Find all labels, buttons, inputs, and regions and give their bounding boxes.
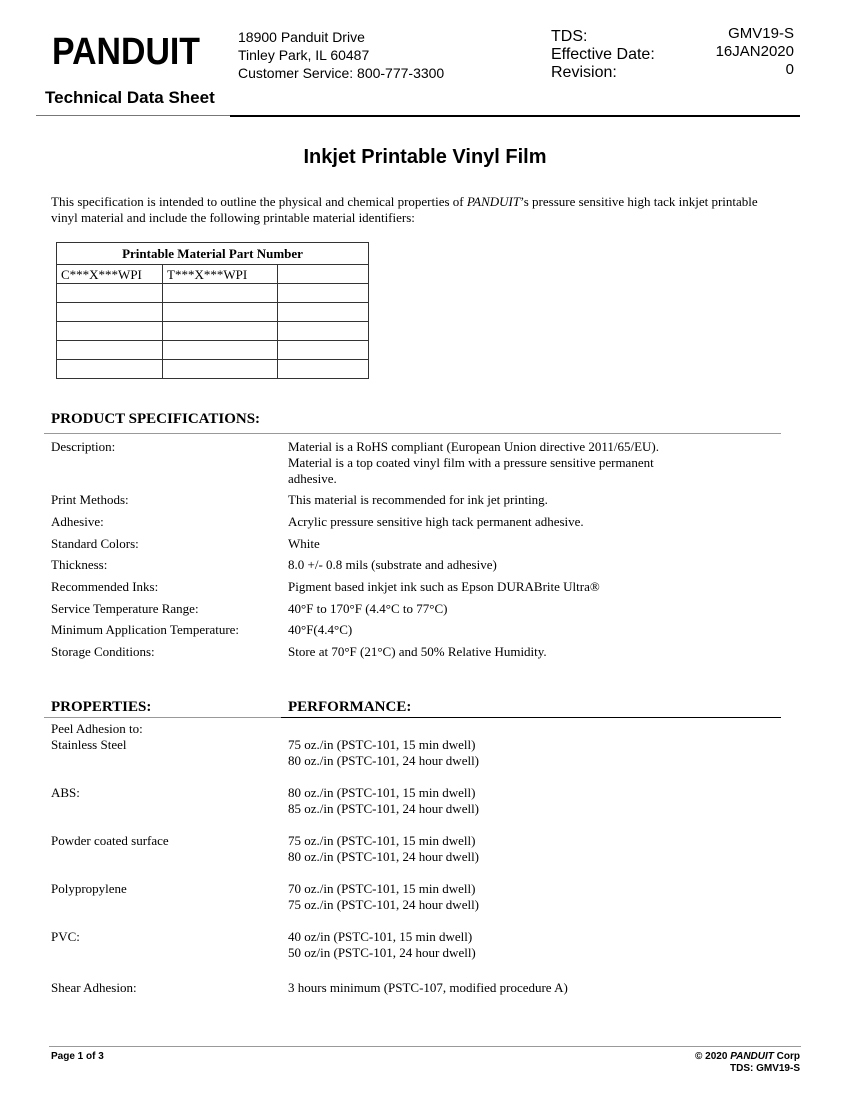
table-cell — [57, 303, 163, 322]
property-value — [288, 929, 708, 961]
copyright-brand: PANDUIT — [730, 1051, 774, 1062]
table-cell — [163, 360, 278, 379]
spec-label: Storage Conditions: — [51, 644, 155, 659]
revision-number: 0 — [785, 61, 794, 78]
table-cell: C***X***WPI — [57, 265, 163, 284]
table-row — [57, 360, 369, 379]
table-cell: T***X***WPI — [163, 265, 278, 284]
header-divider — [36, 115, 230, 116]
spec-label: Recommended Inks: — [51, 579, 159, 594]
table-row — [57, 303, 369, 322]
tds-label: TDS: — [551, 28, 588, 45]
panduit-logo — [50, 30, 202, 70]
table-header: Printable Material Part Number — [57, 243, 369, 265]
property-value-line: 40 oz/in (PSTC-101, 15 min dwell) — [288, 929, 473, 944]
table-row — [57, 265, 369, 284]
spec-value: Pigment based inkjet ink such as Epson DURABrite Ultra® — [288, 579, 600, 594]
document-title: Inkjet Printable Vinyl Film — [303, 146, 547, 168]
property-value-line: 75 oz./in (PSTC-101, 15 min dwell) — [288, 833, 476, 848]
effective-date: 16JAN2020 — [715, 43, 794, 60]
tds-number: GMV19-S — [728, 25, 794, 42]
table-row — [57, 284, 369, 303]
effective-date-label: Effective Date: — [551, 46, 655, 63]
property-value-line: 50 oz/in (PSTC-101, 24 hour dwell) — [288, 945, 476, 960]
product-specs-heading: PRODUCT SPECIFICATIONS: — [51, 411, 261, 427]
property-label: ABS: — [51, 785, 80, 800]
property-value — [288, 785, 708, 817]
property-label: Stainless Steel — [51, 737, 127, 752]
spec-label: Minimum Application Temperature: — [51, 622, 240, 637]
property-value — [288, 881, 708, 913]
property-value-line: 80 oz./in (PSTC-101, 24 hour dwell) — [288, 849, 480, 864]
svg-text:PANDUIT: PANDUIT — [52, 31, 200, 70]
copyright — [600, 1051, 800, 1063]
table-cell — [57, 341, 163, 360]
spec-label: Adhesive: — [51, 514, 104, 529]
property-value-line: 70 oz./in (PSTC-101, 15 min dwell) — [288, 881, 476, 896]
address-line: Tinley Park, IL 60487 — [238, 47, 370, 63]
property-value-line: 80 oz./in (PSTC-101, 24 hour dwell) — [288, 753, 480, 768]
table-row — [57, 322, 369, 341]
spec-value-line: adhesive. — [288, 471, 337, 486]
spec-value: Acrylic pressure sensitive high tack permanent adhesive. — [288, 514, 584, 529]
table-cell — [278, 341, 369, 360]
table-cell — [278, 284, 369, 303]
table-cell — [57, 322, 163, 341]
footer-divider — [49, 1046, 801, 1047]
footer-info — [600, 1051, 800, 1075]
table-cell — [57, 284, 163, 303]
spec-value — [288, 439, 708, 487]
table-cell — [163, 284, 278, 303]
property-value — [288, 737, 708, 769]
spec-label: Thickness: — [51, 557, 108, 572]
property-value-line: 80 oz./in (PSTC-101, 15 min dwell) — [288, 785, 476, 800]
spec-value-line: Material is a top coated vinyl film with a pressure sensitive permanent — [288, 455, 654, 470]
table-cell — [57, 360, 163, 379]
doc-type-heading: Technical Data Sheet — [45, 88, 215, 107]
spec-label: Peel Adhesion to: — [51, 721, 143, 736]
property-value-line: 75 oz./in (PSTC-101, 15 min dwell) — [288, 737, 476, 752]
spec-label: Standard Colors: — [51, 536, 139, 551]
copyright-suffix: Corp — [773, 1051, 800, 1062]
property-value — [288, 833, 708, 865]
spec-label: Description: — [51, 439, 116, 454]
table-cell — [278, 265, 369, 284]
table-cell — [163, 303, 278, 322]
revision-label: Revision: — [551, 64, 617, 81]
section-divider — [44, 717, 281, 718]
intro-text: ’s pressure sensitive high tack inkjet printable vinyl material and include the following printable material identifiers: — [51, 194, 758, 225]
address-line: Customer Service: 800-777-3300 — [238, 65, 445, 81]
performance-heading: PERFORMANCE: — [288, 699, 412, 715]
spec-value: This material is recommended for ink jet printing. — [288, 492, 548, 507]
table-cell — [278, 360, 369, 379]
spec-label: Service Temperature Range: — [51, 601, 199, 616]
table-cell — [278, 303, 369, 322]
page-number: Page 1 of 3 — [51, 1051, 104, 1062]
section-divider — [281, 717, 781, 718]
property-label: Polypropylene — [51, 881, 127, 896]
property-label: Powder coated surface — [51, 833, 169, 848]
copyright-prefix: © 2020 — [695, 1051, 731, 1062]
spec-value-line: Material is a RoHS compliant (European Union directive 2011/65/EU). — [288, 439, 660, 454]
part-number-table — [56, 242, 369, 379]
property-label: Shear Adhesion: — [51, 980, 137, 995]
spec-label: Print Methods: — [51, 492, 129, 507]
spec-value: 40°F to 170°F (4.4°C to 77°C) — [288, 601, 448, 616]
spec-value: 8.0 +/- 0.8 mils (substrate and adhesive) — [288, 557, 497, 572]
company-address — [238, 28, 444, 82]
intro-brand: PANDUIT — [466, 194, 521, 209]
properties-heading: PROPERTIES: — [51, 699, 152, 715]
spec-value: White — [288, 536, 320, 551]
spec-value: Store at 70°F (21°C) and 50% Relative Humidity. — [288, 644, 547, 659]
section-divider — [44, 433, 781, 434]
property-value-line: 75 oz./in (PSTC-101, 24 hour dwell) — [288, 897, 480, 912]
table-row — [57, 341, 369, 360]
intro-text: This specification is intended to outline the physical and chemical properties of — [51, 194, 467, 209]
tds-values — [690, 25, 794, 79]
spec-value: 40°F(4.4°C) — [288, 622, 353, 637]
property-value-line: 85 oz./in (PSTC-101, 24 hour dwell) — [288, 801, 480, 816]
footer-tds: TDS: GMV19-S — [729, 1063, 800, 1074]
table-cell — [163, 322, 278, 341]
property-label: PVC: — [51, 929, 80, 944]
table-cell — [278, 322, 369, 341]
intro-paragraph — [51, 194, 771, 226]
table-cell — [163, 341, 278, 360]
header-divider — [230, 115, 800, 117]
tds-labels — [551, 28, 655, 82]
property-value: 3 hours minimum (PSTC-107, modified procedure A) — [288, 980, 568, 995]
address-line: 18900 Panduit Drive — [238, 29, 365, 45]
